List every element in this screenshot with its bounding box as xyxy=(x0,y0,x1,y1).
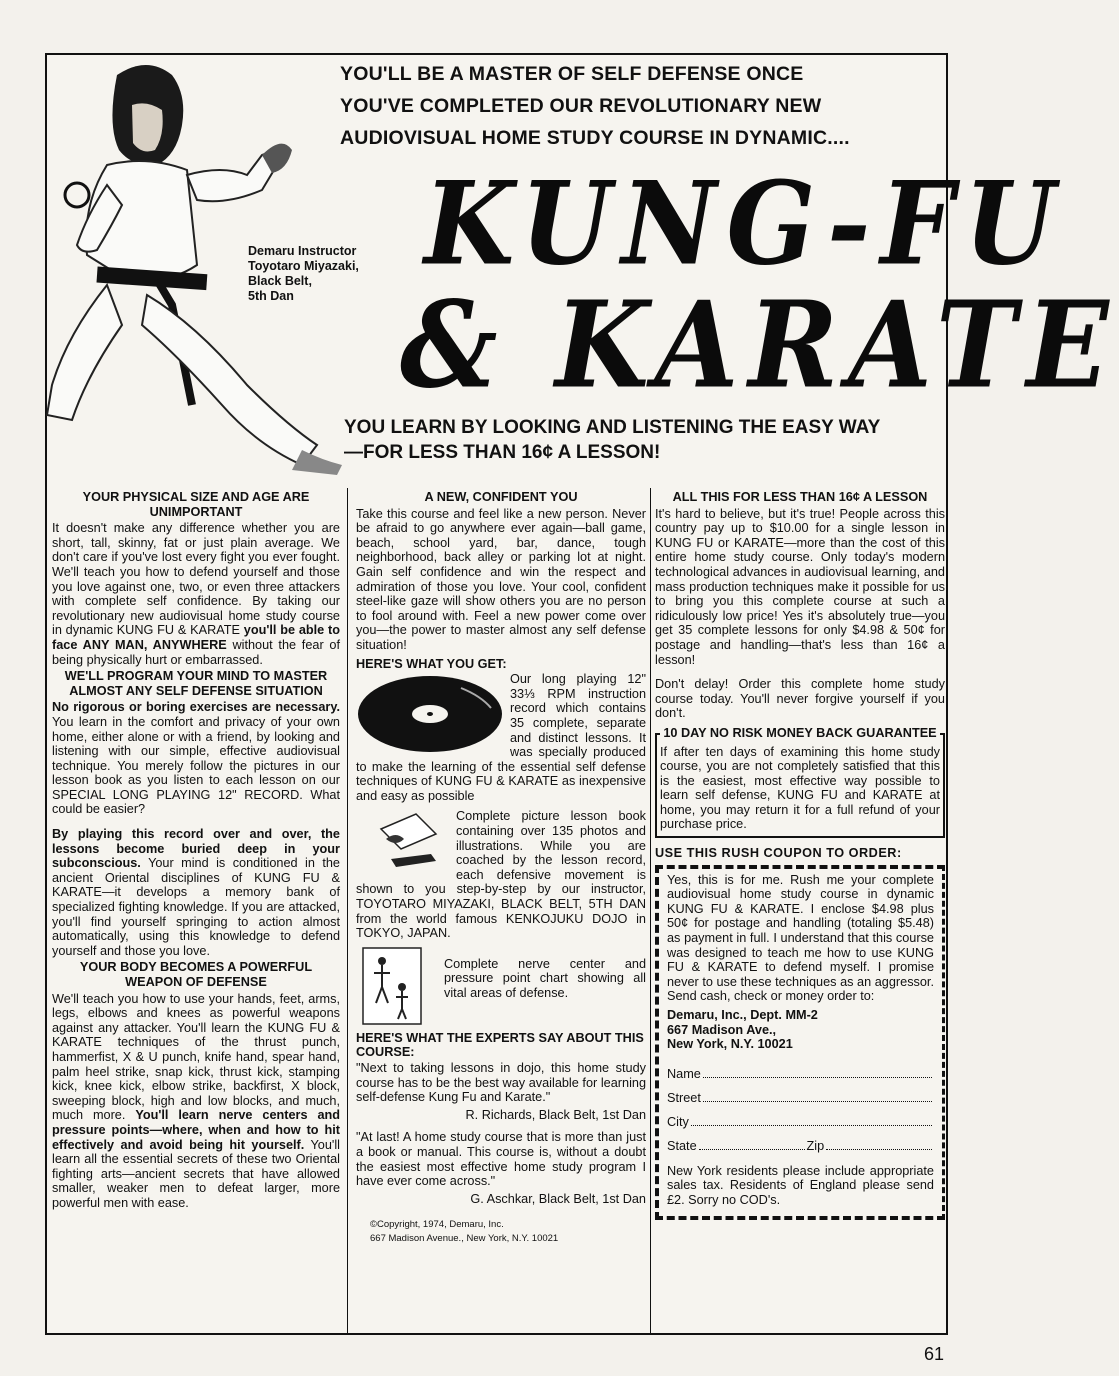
copyright xyxy=(356,1218,646,1246)
body-text: Our long playing 12" 33⅓ RPM instruction record which contains 35 complete, separate and distinct lessons. It was specially produced to make the learning of the essential self defense techniques of KUNG FU & KARATE as inexpensive and easy as possible xyxy=(356,672,646,803)
testimonial-author: G. Aschkar, Black Belt, 1st Dan xyxy=(470,1191,646,1206)
coupon-title: USE THIS RUSH COUPON TO ORDER: xyxy=(655,846,902,861)
body-text: No rigorous or boring exercises are necessary. You learn in the comfort and privacy of your own home, either alone or with a friend, by looking and listening with our simple, effective audiovisual technique. You merely follow the pictures in our lesson book as you listen to each lesson on our SPECIAL LONG PLAYING 12" RECORD. What could be easier? xyxy=(52,700,340,817)
column-divider xyxy=(650,488,651,1333)
caption-line: Toyotaro Miyazaki, xyxy=(248,259,359,273)
guarantee-text: If after ten days of examining this home study course, you are not completely satisfied that this is the easiest, most effective way possible to learn self defense, KUNG FU and KARATE at home, you may return it for a full refund of your purchase price. xyxy=(660,744,940,832)
body-text: Take this course and feel like a new person. Never be afraid to go anywhere ever again—ball game, beach, school yard, bar, dance, tough neighborhood, back alley or parking lot at night. Gain self confidence and win the respect and admiration of those you love. Your cool, confident steel-like gaze will show others you are no person to fool around with. Feel a new power come over you—the power to master almost any self defense situation! xyxy=(356,506,646,652)
copyright-address: 667 Madison Avenue., New York, N.Y. 10021 xyxy=(370,1233,559,1245)
tagline xyxy=(344,415,944,465)
body-text: Complete picture lesson book containing over 135 photos and illustrations. While you are coached by the lesson record, each defensive movement is shown to you step-by-step by our instructor, TOYOTARO MIYAZAKI, BLACK BELT, 5TH DAN from the world famous KENKOJUKU DOJO in TOKYO, JAPAN. xyxy=(356,809,646,941)
record-illustration xyxy=(356,674,504,754)
page-number: 61 xyxy=(924,1344,945,1364)
title-karate: & KARATE xyxy=(400,276,1119,416)
caption-line: Demaru Instructor xyxy=(248,244,357,258)
title-kung-fu: KUNG-FU xyxy=(424,155,1065,292)
headline-line: AUDIOVISUAL HOME STUDY COURSE IN DYNAMIC.... xyxy=(340,127,850,149)
section-heading: YOUR BODY BECOMES A POWERFUL WEAPON OF DEFENSE xyxy=(79,960,313,989)
section-heading: YOUR PHYSICAL SIZE AND AGE ARE UNIMPORTANT xyxy=(82,490,310,519)
section-heading: A NEW, CONFIDENT YOU xyxy=(424,490,578,504)
testimonial: "Next to taking lessons in dojo, this home study course has to be the best way available for learning self-defense Kung Fu and Karate." xyxy=(356,1061,646,1105)
copyright-line: ©Copyright, 1974, Demaru, Inc. xyxy=(370,1219,504,1231)
section-heading: ALL THIS FOR LESS THAN 16¢ A LESSON xyxy=(672,490,928,504)
caption-line: 5th Dan xyxy=(248,289,294,303)
state-zip-field[interactable]: State Zip xyxy=(667,1134,934,1158)
tagline-line: YOU LEARN BY LOOKING AND LISTENING THE EASY WAY xyxy=(344,417,881,438)
tax-note: New York residents please include appropriate sales tax. Residents of England please send £2. Sorry no COD's. xyxy=(667,1163,934,1207)
body-text: Complete nerve center and pressure point chart showing all vital areas of defense. xyxy=(444,956,646,1000)
section-heading: HERE'S WHAT THE EXPERTS SAY ABOUT THIS COURSE: xyxy=(356,1030,644,1060)
mailing-address xyxy=(667,1008,934,1052)
body-text: It's hard to believe, but it's true! People across this country pay up to $10.00 for a single lesson in KUNG FU or KARATE—more than the cost of this entire home study course. Only today's modern technological advances in audiovisual learning, and mass production techniques make it possible for us to bring you this complete course at such a ridiculously low price! Yes it's absolutely true—you get 35 complete lessons for only $4.98 & 50¢ for postage and handling—that's less than 16¢ a lesson! xyxy=(655,506,945,667)
headline-line: YOU'LL BE A MASTER OF SELF DEFENSE ONCE xyxy=(340,63,804,85)
headline xyxy=(340,58,940,154)
nerve-chart-illustration xyxy=(362,947,422,1025)
body-text: It doesn't make any difference whether you are short, tall, skinny, fat or just plain average. We don't care if you've lost every fight you ever fought. We'll teach you how to defend yourself and those you love against one, two, or even three attackers with complete self confidence. By taking our revolutionary new audiovisual home study course in dynamic KUNG FU & KARATE you'll be able to face ANY MAN, ANYWHERE without the fear of being physically hurt or embarrassed. xyxy=(52,521,341,667)
body-text: We'll teach you how to use your hands, feet, arms, legs, elbows and knees as powerful weapons against any attacker. You'll learn the KUNG FU & KARATE techniques of the thrust punch, hammerfist, X & U punch, knife hand, spear hand, palm heel strike, snap kick, thrust kick, stamping kick, knee kick, elbow strike, backfirst, X block, sweeping block, high and low blocks, and much, much more. You'll learn nerve centers and pressure points—where, when and how to hit effectively and avoid being hit yourself. You'll learn all the essential secrets of these two Oriental fighting arts—ancient secrets that have allowed smaller, weaker men to defeat larger, more powerful men with ease. xyxy=(52,991,341,1210)
column-divider xyxy=(347,488,348,1333)
body-text: By playing this record over and over, the lessons become buried deep in your subconscious. Your mind is conditioned in the ancient Oriental disciplines of KUNG FU & KARATE—it develops a memory bank of specialized fighting knowledge. If you are attacked, you'll find yourself springing to action almost automatically, using this knowledge to defend yourself and those you love. xyxy=(52,827,340,958)
column-2 xyxy=(356,488,646,1246)
city-field[interactable]: City xyxy=(667,1110,934,1134)
lesson-book-illustration xyxy=(376,809,446,879)
testimonial: "At last! A home study course that is more than just a book or manual. This course is, without a doubt the easiest most effective home study program I have ever come across." xyxy=(356,1130,646,1189)
name-field[interactable]: Name xyxy=(667,1062,934,1086)
street-field[interactable]: Street xyxy=(667,1086,934,1110)
column-1 xyxy=(52,488,340,1213)
section-heading: HERE'S WHAT YOU GET: xyxy=(356,656,507,671)
testimonial-author: R. Richards, Black Belt, 1st Dan xyxy=(465,1107,646,1122)
address-line: 667 Madison Ave., xyxy=(667,1022,777,1037)
tagline-line: —FOR LESS THAN 16¢ A LESSON! xyxy=(344,442,661,463)
section-heading: WE'LL PROGRAM YOUR MIND TO MASTER ALMOST ANY SELF DEFENSE SITUATION xyxy=(64,669,328,698)
coupon-fields xyxy=(667,1062,934,1158)
guarantee-box xyxy=(655,725,945,838)
caption-line: Black Belt, xyxy=(248,274,312,288)
guarantee-heading: 10 DAY NO RISK MONEY BACK GUARANTEE xyxy=(660,726,940,741)
address-line: New York, N.Y. 10021 xyxy=(667,1037,793,1052)
order-coupon[interactable] xyxy=(655,865,945,1220)
body-text: Don't delay! Order this complete home study course today. You'll never forgive yourself if you don't. xyxy=(655,677,945,721)
column-3 xyxy=(655,488,945,1220)
photo-caption xyxy=(248,244,378,304)
headline-line: YOU'VE COMPLETED OUR REVOLUTIONARY NEW xyxy=(340,95,822,117)
coupon-text: Yes, this is for me. Rush me your complete audiovisual home study course in dynamic KUNG FU & KARATE. I enclose $4.98 plus 50¢ for postage and handling (totaling $5.48) as payment in full. I understand that this course was designed to teach me how to use KUNG FU & KARATE to defend myself. I promise never to use these techniques as an aggressor. Send cash, check or money order to: xyxy=(667,872,934,1004)
address-line: Demaru, Inc., Dept. MM-2 xyxy=(667,1008,818,1022)
